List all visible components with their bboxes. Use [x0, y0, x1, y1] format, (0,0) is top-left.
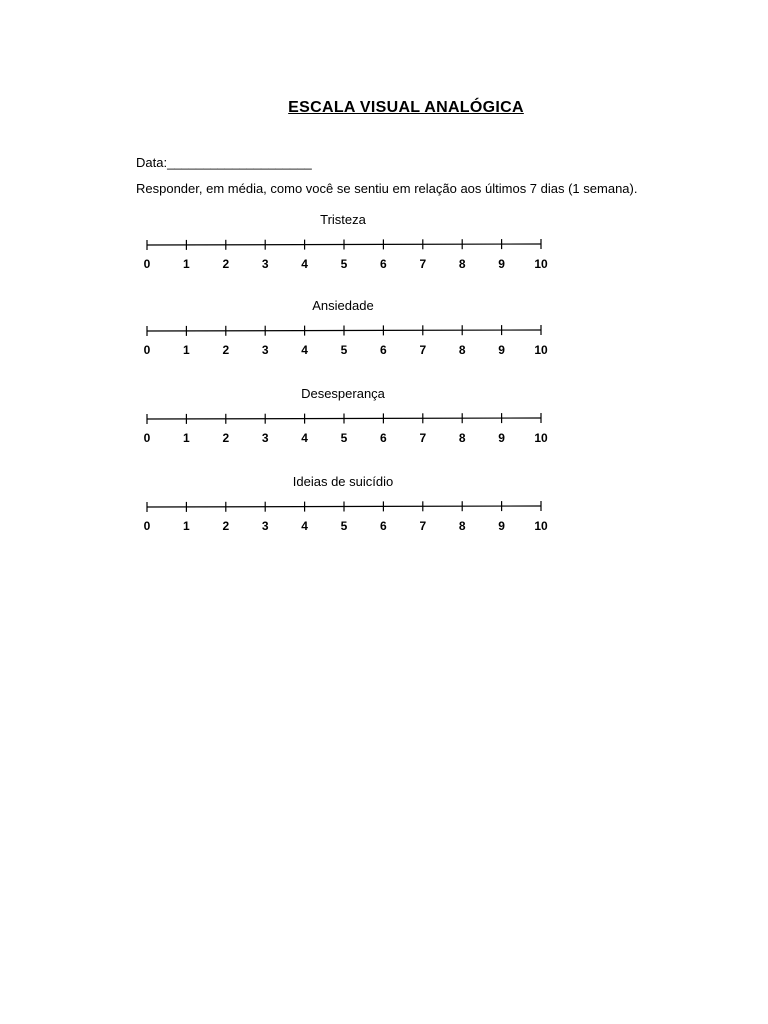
scale-tick-label: 0 [143, 519, 151, 533]
scale-line-graphic [0, 212, 768, 292]
scale-tick-label: 3 [261, 519, 269, 533]
scale-block [0, 298, 768, 378]
scale-tick-label: 7 [419, 431, 427, 445]
scale-tick-label: 4 [301, 519, 308, 533]
scale-tick-label: 9 [498, 257, 505, 271]
scale-tick-label: 5 [340, 343, 348, 357]
scale-tick-label: 4 [301, 343, 308, 357]
scale-tick-label: 8 [458, 257, 466, 271]
scale-block [0, 212, 768, 292]
scale-line-graphic [0, 298, 768, 378]
scale-tick-label: 1 [183, 343, 190, 357]
scale-tick-label: 0 [143, 431, 151, 445]
scale-tick-label: 7 [419, 343, 427, 357]
scale-tick-label: 6 [380, 257, 387, 271]
scale-tick-label: 1 [183, 519, 190, 533]
scale-label: Desesperança [301, 386, 385, 401]
scale-tick-label: 2 [222, 343, 230, 357]
scale-tick-label: 1 [183, 257, 190, 271]
scale-tick-label: 8 [458, 431, 466, 445]
scale-tick-label: 3 [261, 257, 269, 271]
scale-tick-label: 9 [498, 431, 505, 445]
scale-tick-label: 3 [261, 431, 269, 445]
scale-tick-label: 0 [143, 343, 151, 357]
instruction-text: Responder, em média, como você se sentiu em relação aos últimos 7 dias (1 semana). [136, 181, 638, 196]
scale-label: Ansiedade [312, 298, 374, 313]
scale-label: Tristeza [320, 212, 366, 227]
scale-tick-label: 2 [222, 257, 230, 271]
scale-tick-label: 8 [458, 343, 466, 357]
scale-block [0, 474, 768, 554]
date-field: Data:____________________ [136, 155, 312, 170]
document-title: ESCALA VISUAL ANALÓGICA [288, 99, 524, 116]
scale-tick-label: 10 [534, 431, 548, 445]
scale-tick-label: 7 [419, 257, 427, 271]
scale-tick-label: 10 [534, 343, 548, 357]
scale-tick-label: 0 [143, 257, 151, 271]
scale-tick-label: 6 [380, 343, 387, 357]
scale-tick-label: 4 [301, 431, 308, 445]
scale-tick-label: 4 [301, 257, 308, 271]
scale-tick-label: 5 [340, 519, 348, 533]
scale-line-graphic [0, 386, 768, 466]
scale-tick-label: 6 [380, 519, 387, 533]
scale-tick-label: 9 [498, 519, 505, 533]
scale-label: Ideias de suicídio [292, 474, 394, 489]
scale-line-graphic [0, 474, 768, 554]
scale-tick-label: 8 [458, 519, 466, 533]
scale-tick-label: 6 [380, 431, 387, 445]
scale-block [0, 386, 768, 466]
scale-tick-label: 10 [534, 519, 548, 533]
scale-tick-label: 5 [340, 431, 348, 445]
scale-tick-label: 5 [340, 257, 348, 271]
scale-tick-label: 7 [419, 519, 427, 533]
scale-tick-label: 1 [183, 431, 190, 445]
scale-tick-label: 2 [222, 519, 230, 533]
scale-tick-label: 10 [534, 257, 548, 271]
scale-tick-label: 2 [222, 431, 230, 445]
scale-tick-label: 3 [261, 343, 269, 357]
scale-tick-label: 9 [498, 343, 505, 357]
